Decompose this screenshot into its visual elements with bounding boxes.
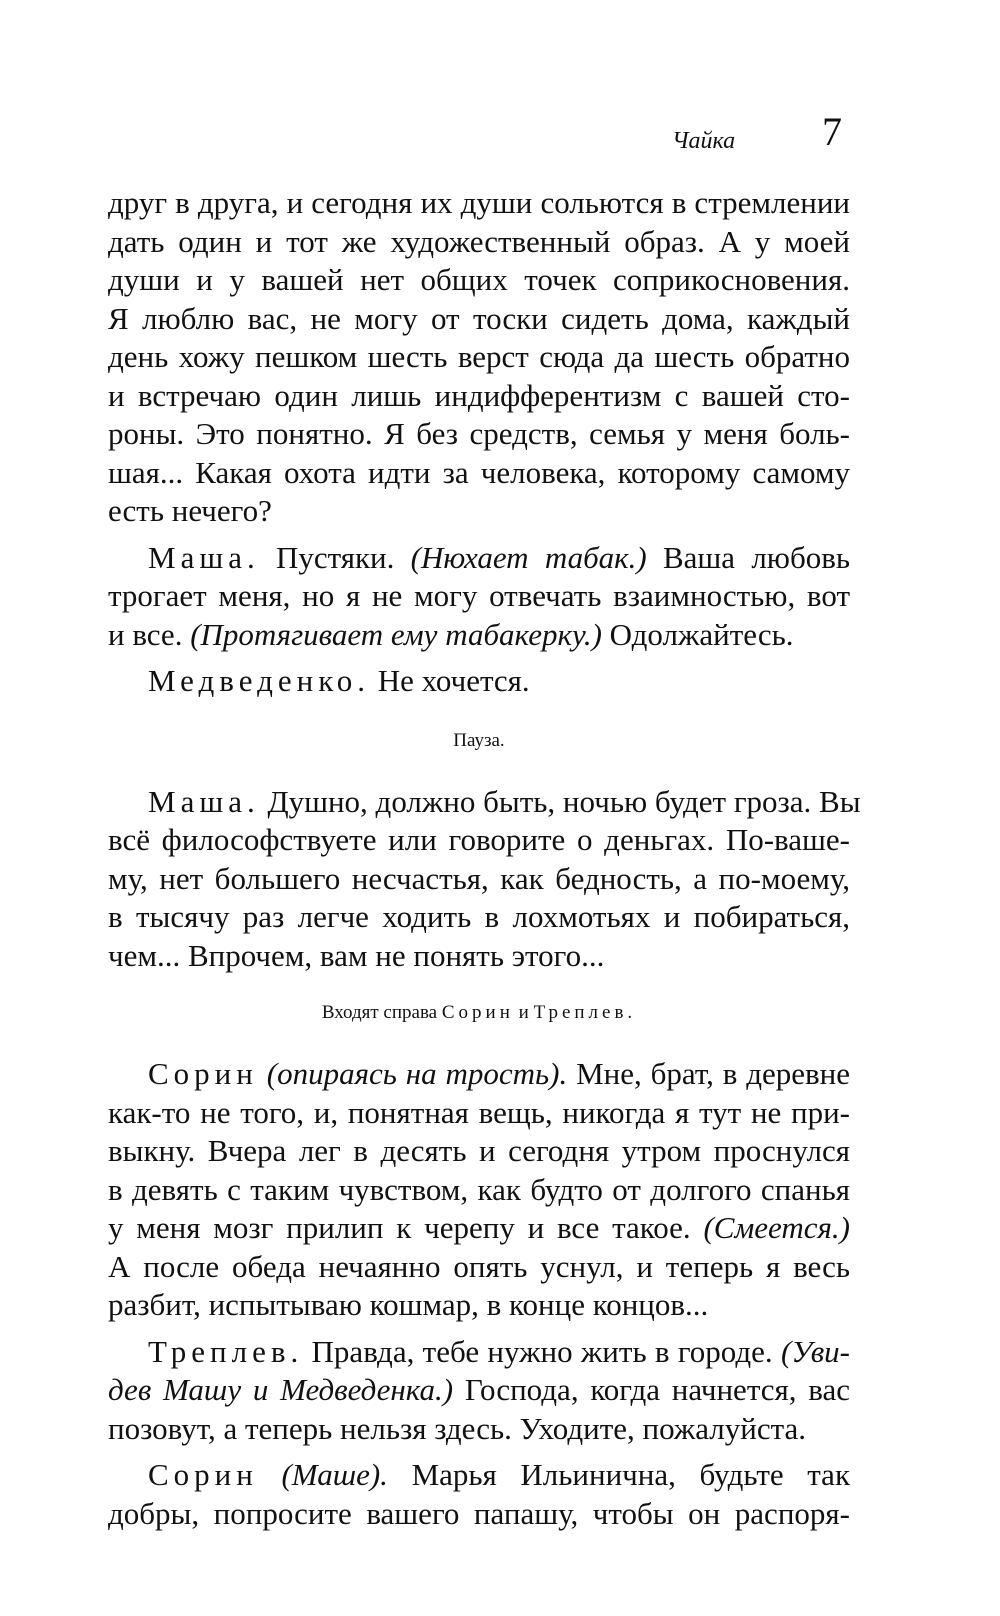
text-line: как-то не того, и, понятная вещь, никогда я тут не при- — [108, 1094, 850, 1130]
speech-masha-1 — [108, 539, 850, 655]
text-line: Маша. Душно, должно быть, ночью будет гроза. Вы — [148, 783, 861, 819]
speech-masha-2 — [108, 783, 861, 976]
text-line: в девять с таким чувством, как будто от долгого спанья — [108, 1171, 850, 1207]
stage-direction: (Маше). — [281, 1457, 388, 1492]
speaker-name: Маша. — [148, 783, 260, 819]
text-line: у меня мозг прилип к черепу и все такое. (Смеется.) — [108, 1210, 850, 1245]
speech-sorin-1 — [108, 1055, 850, 1325]
text-line: выкну. Вчера лег в десять и сегодня утром проснулся — [108, 1133, 850, 1168]
stage-direction: (Уви- — [781, 1333, 851, 1369]
text-line: трогает меня, но я не могу отвечать взаимностью, вот — [108, 578, 850, 613]
speech-medvedenko — [108, 662, 850, 701]
text-line: Я люблю вас, не могу от тоски сидеть дома, каждый — [108, 300, 850, 336]
speech-sorin-2 — [108, 1456, 850, 1533]
text-line: Сорин (опираясь на трость). Мне, брат, в деревне — [148, 1056, 851, 1091]
text-line: есть нечего? — [108, 493, 272, 528]
text-line: дать один и тот же художественный образ. А у моей — [108, 223, 850, 259]
character-name: Сорин — [441, 1002, 514, 1023]
text-line: позовут, а теперь нельзя здесь. Уходите, пожалуйста. — [108, 1410, 807, 1446]
speech-treplev — [108, 1333, 850, 1449]
character-name: Треплев. — [533, 1002, 637, 1023]
speaker-name: Сорин — [148, 1056, 258, 1091]
play-text — [108, 184, 861, 1533]
text-line: чем... Впрочем, вам не понять этого... — [108, 937, 605, 973]
text-line: му, нет большего несчастья, как бедность, а по-моему, — [108, 860, 850, 896]
text-line: Треплев. Правда, тебе нужно жить в городе. (Уви- — [148, 1333, 851, 1369]
text-line: добры, попросите вашего папашу, чтобы он распоря- — [108, 1495, 850, 1531]
page-number: 7 — [822, 109, 842, 154]
stage-direction: (Протягивает ему табакерку.) — [190, 616, 602, 652]
stage-direction: дев Машу и Медведенка.) — [108, 1372, 454, 1407]
stage-direction: (Смеется.) — [703, 1210, 850, 1245]
text-line: всё философствуете или говорите о деньгах. По-ваше- — [108, 822, 850, 857]
running-title: Чайка — [672, 128, 736, 154]
speaker-name: Медведенко. — [148, 663, 370, 698]
paragraph-continuation — [108, 184, 850, 531]
stage-direction: (Нюхает табак.) — [410, 539, 647, 575]
stage-direction: (опираясь на трость). — [266, 1056, 568, 1091]
speaker-name: Сорин — [148, 1457, 258, 1492]
text-line: в тысячу раз легче ходить в лохмотьях и побираться, — [108, 899, 850, 934]
text-line: роны. Это понятно. Я без средств, семья у меня боль- — [108, 416, 850, 451]
speaker-name: Маша. — [148, 539, 260, 575]
speaker-name: Треплев. — [148, 1333, 304, 1369]
stage-direction-pause: Пауза. — [453, 729, 505, 751]
text-line: разбит, испытываю кошмар, в конце концов... — [108, 1287, 709, 1322]
text-line: друг в друга, и сегодня их души сольются в стремлении — [108, 185, 850, 220]
text-line: души и у вашей нет общих точек соприкосновения. — [108, 262, 850, 297]
text-line: А после обеда нечаянно опять уснул, и теперь я весь — [108, 1248, 850, 1284]
text-line: Маша. Пустяки. (Нюхает табак.) Ваша любовь — [148, 539, 850, 575]
text-line: и все. (Протягивает ему табакерку.) Одолжайтесь. — [108, 616, 794, 652]
page-header — [0, 114, 1000, 164]
text-line: и встречаю один лишь индифферентизм с вашей сто- — [108, 377, 850, 413]
text-line: Сорин (Маше). Марья Ильинична, будьте так — [148, 1457, 851, 1492]
text-line: дев Машу и Медведенка.) Господа, когда начнется, вас — [108, 1372, 851, 1407]
stage-direction-entrance: Входят справа Сорин и Треплев. — [321, 1002, 637, 1023]
text-line: шая... Какая охота идти за человека, которому самому — [108, 454, 850, 490]
text-line: Медведенко. Не хочется. — [148, 663, 530, 698]
text-line: день хожу пешком шесть верст сюда да шесть обратно — [108, 339, 850, 374]
